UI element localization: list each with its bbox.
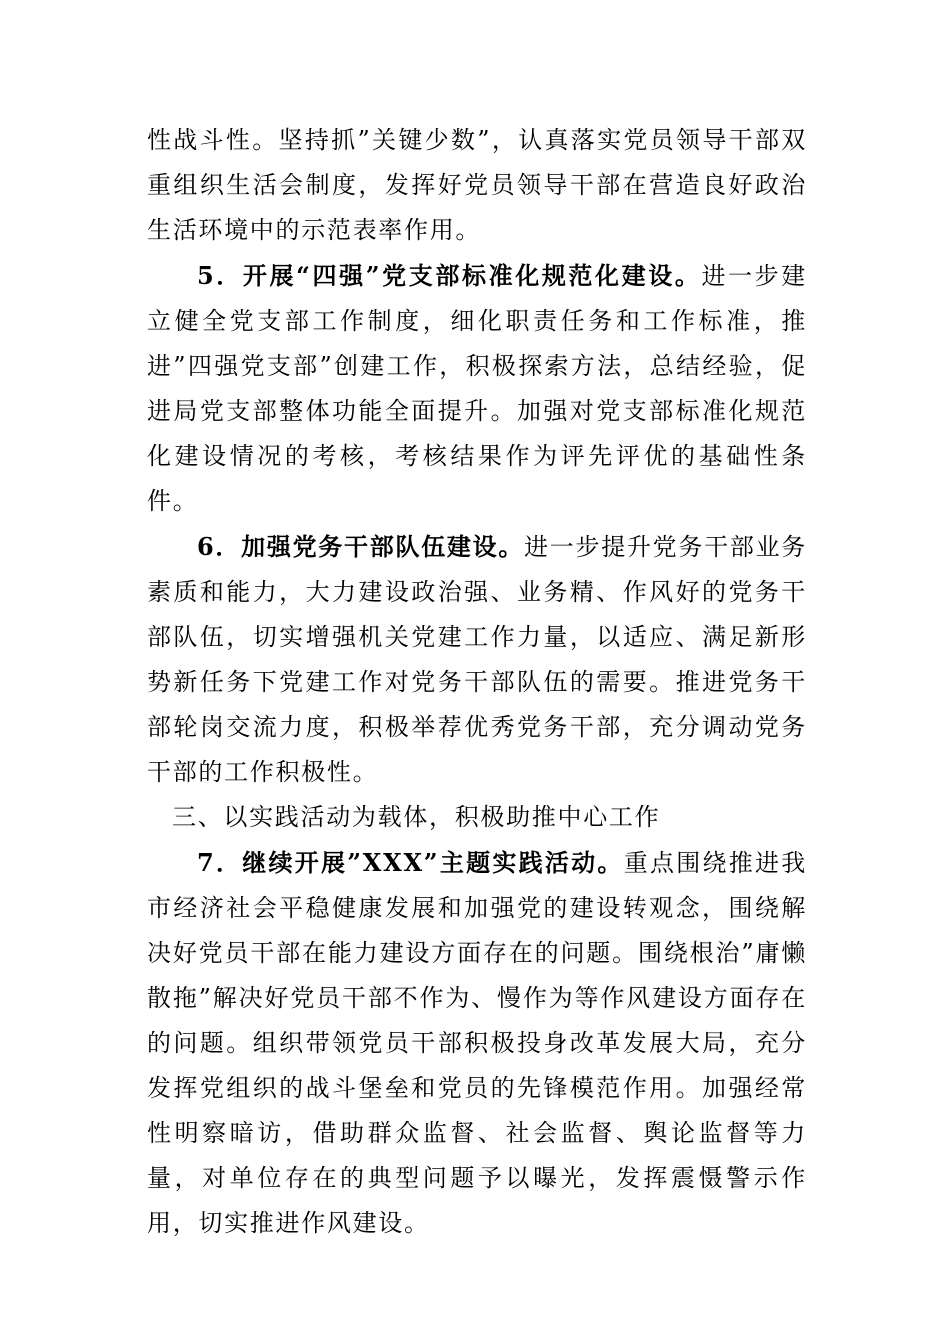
paragraph-lead: 6．加强党务干部队伍建设。 bbox=[197, 532, 525, 561]
paragraph-lead: 7．继续开展”XXX”主题实践活动。 bbox=[197, 848, 624, 877]
paragraph-text: 进一步建立健全党支部工作制度，细化职责任务和工作标准，推进”四强党支部”创建工作，积极探索方法，总结经验，促进局党支部整体功能全面提升。加强对党支部标准化规范化建设情况的考核，考核结果作为评先评优的基础性条件。 bbox=[147, 262, 807, 515]
section-heading: 三、以实践活动为载体，积极助推中心工作 bbox=[172, 803, 661, 831]
paragraph-text: 重点围绕推进我市经济社会平稳健康发展和加强党的建设转观念，围绕解决好党员干部在能力建设方面存在的问题。围绕根治”庸懒散拖”解决好党员干部不作为、慢作为等作风建设方面存在的问题。组织带领党员干部积极投身改革发展大局，充分发挥党组织的战斗堡垒和党员的先锋模范作用。加强经常性明察暗访，借助群众监督、社会监督、舆论监督等力量，对单位存在的典型问题予以曝光，发挥震慑警示作用，切实推进作风建设。 bbox=[147, 849, 807, 1237]
paragraph-lead: 5．开展“四强”党支部标准化规范化建设。 bbox=[197, 261, 702, 290]
paragraph-text: 性战斗性。坚持抓”关键少数”，认真落实党员领导干部双重组织生活会制度，发挥好党员领导干部在营造良好政治生活环境中的示范表率作用。 bbox=[147, 126, 807, 244]
paragraph-item-6 bbox=[147, 524, 807, 795]
paragraph-item-5 bbox=[147, 253, 807, 524]
paragraph-item-7 bbox=[147, 840, 807, 1246]
document-page bbox=[147, 118, 807, 1246]
paragraph-text: 进一步提升党务干部业务素质和能力，大力建设政治强、业务精、作风好的党务干部队伍，切实增强机关党建工作力量，以适应、满足新形势新任务下党建工作对党务干部队伍的需要。推进党务干部轮岗交流力度，积极举荐优秀党务干部，充分调动党务干部的工作积极性。 bbox=[147, 533, 807, 786]
paragraph-continuation bbox=[147, 118, 807, 253]
